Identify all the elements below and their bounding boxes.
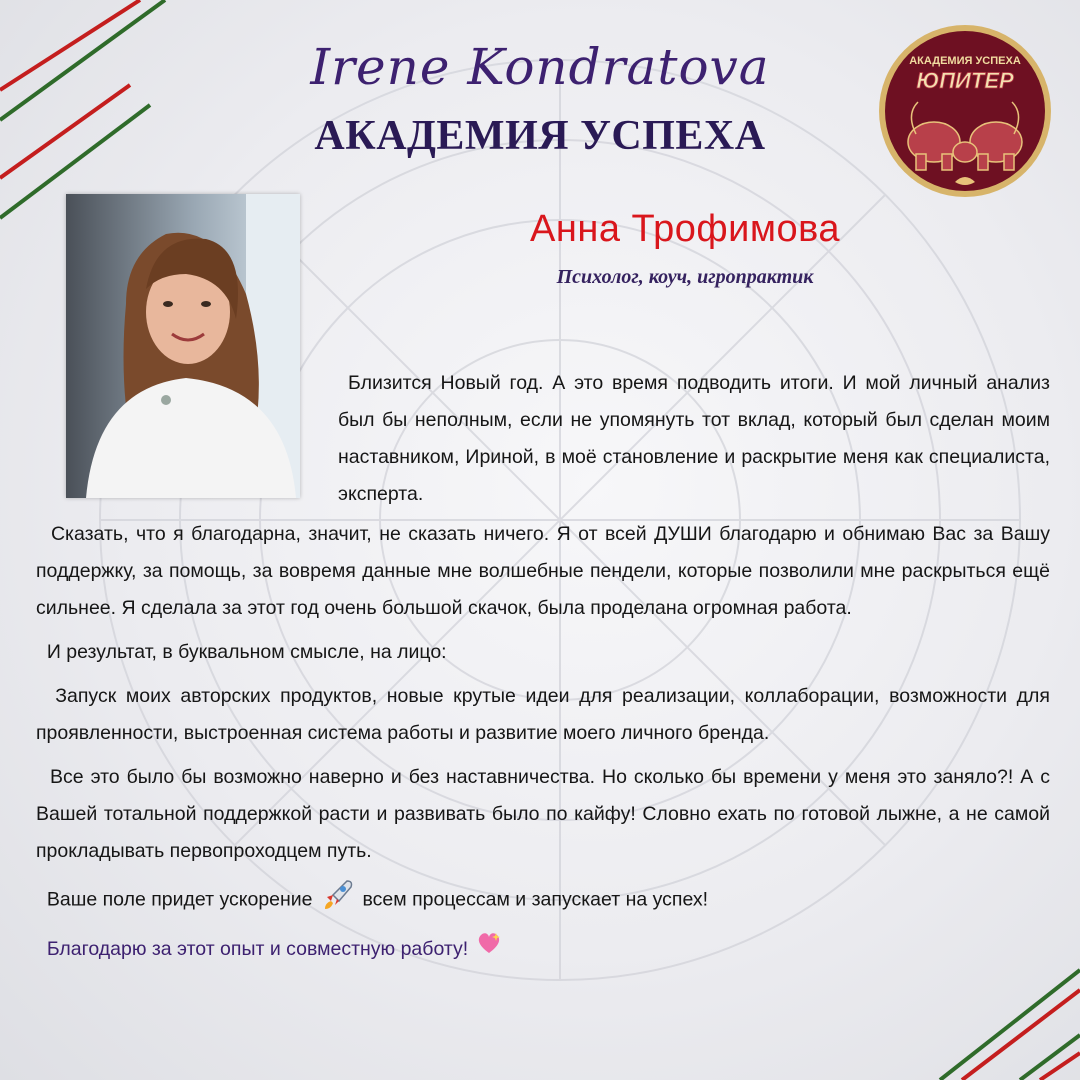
academy-logo [876, 22, 1054, 200]
paragraph-acceleration-start: Ваше поле придет ускорение [46, 888, 313, 911]
paragraph-gratitude-text: Сказать, что я благодарна, значит, не сказать ничего. Я от всей ДУШИ благодарю и обнимаю Вас за Вашу поддержку, за помощь, за вовремя данные мне волшебные пендели, которые позволили мне раскрыться ещё сильнее. Я сделала за этот год очень большой скачок, была проделана огромная работа. [36, 523, 1050, 619]
paragraph-results [36, 678, 1050, 752]
sparkling-heart-icon [476, 931, 502, 968]
intro-text: Близится Новый год. А это время подводить итоги. И мой личный анализ был бы неполным, если не упомянуть тот вклад, который был сделан моим наставником, Ириной, в моё становление и раскрытие меня как специалиста, эксперта. [338, 372, 1050, 505]
paragraph-results-text: Запуск моих авторских продуктов, новые крутые идеи для реализации, коллаборации, возможности для проявленности, выстроенная система работы и развитие моего личного бренда. [36, 685, 1050, 744]
profile-photo [66, 194, 300, 498]
person-name: Анна Трофимова [530, 208, 840, 250]
testimonial-body [36, 516, 1050, 975]
paragraph-acceleration-end: всем процессам и запускает на успех! [362, 888, 709, 911]
paragraph-thanks [36, 931, 1050, 968]
logo-brand-text: ЮПИТЕР [916, 68, 1014, 93]
paragraph-mentorship [36, 759, 1050, 870]
paragraph-result-intro-text: И результат, в буквальном смысле, на лицо: [46, 641, 447, 663]
paragraph-thanks-text: Благодарю за этот опыт и совместную работу! [46, 938, 469, 960]
person-role: Психолог, коуч, игропрактик [556, 266, 814, 288]
intro-paragraph [338, 365, 1050, 513]
script-name: Irene Kondratova [310, 38, 770, 96]
academy-title: АКАДЕМИЯ УСПЕХА [314, 113, 766, 159]
paragraph-acceleration [36, 877, 1050, 924]
rocket-icon [321, 877, 355, 924]
paragraph-gratitude [36, 516, 1050, 627]
paragraph-result-intro [36, 634, 1050, 671]
paragraph-mentorship-text: Все это было бы возможно наверно и без наставничества. Но сколько бы времени у меня это заняло?! А с Вашей тотальной поддержкой расти и развивать было по кайфу! Словно ехать по готовой лыжне, а не самой прокладывать первопроходцем путь. [36, 766, 1050, 862]
portrait-photo [66, 194, 300, 498]
logo-top-text: АКАДЕМИЯ УСПЕХА [909, 55, 1021, 67]
